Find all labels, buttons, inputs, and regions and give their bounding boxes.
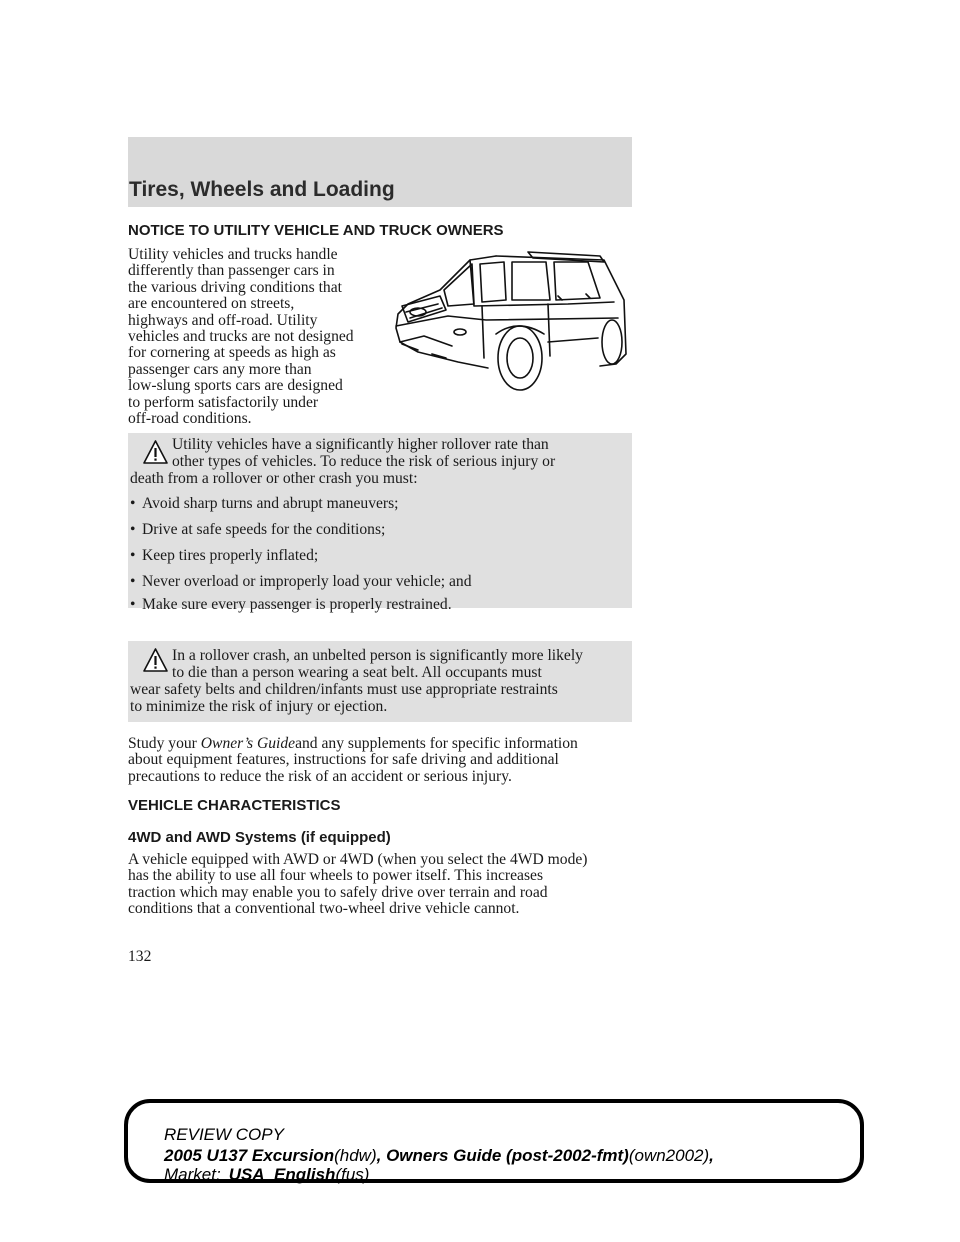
awd-line: has the ability to use all four wheels to power itself. This increases — [128, 867, 544, 885]
bullet-text: Avoid sharp turns and abrupt maneuvers; — [142, 495, 399, 512]
bullet-item — [130, 521, 385, 539]
bullet-item — [130, 573, 472, 591]
bullet-item — [130, 495, 399, 513]
subheading-4wd-awd: 4WD and AWD Systems (if equipped) — [128, 829, 391, 846]
warning-line: to die than a person wearing a seat belt. All occupants must — [172, 664, 542, 681]
review-doc-line — [164, 1146, 714, 1166]
bullet-dot: • — [130, 521, 136, 538]
section-heading-utility-owners: NOTICE TO UTILITY VEHICLE AND TRUCK OWNERS — [128, 222, 504, 239]
page-title: Tires, Wheels and Loading — [129, 178, 395, 201]
awd-paragraph — [128, 852, 638, 918]
page-number: 132 — [128, 948, 152, 965]
review-model: 2005 U137 Excursion — [164, 1146, 335, 1165]
bullet-text: Never overload or improperly load your vehicle; and — [142, 573, 472, 590]
review-market: USA_English — [228, 1165, 336, 1184]
intro-paragraph — [128, 247, 378, 427]
bullet-text: Drive at safe speeds for the conditions; — [142, 521, 386, 538]
review-market-line — [164, 1165, 369, 1185]
bullet-dot: • — [130, 573, 136, 590]
intro-line: differently than passenger cars in — [128, 262, 335, 280]
bullet-item — [130, 547, 318, 565]
study-rest: and any supplements for specific information — [295, 735, 578, 752]
intro-line: for cornering at speeds as high as — [128, 344, 336, 362]
warning-triangle-icon — [142, 647, 169, 673]
intro-line: highways and off-road. Utility — [128, 311, 318, 329]
intro-line: Utility vehicles and trucks handle — [128, 246, 338, 263]
bullet-text: Keep tires properly inflated; — [142, 547, 319, 564]
review-market-label: Market: — [164, 1165, 221, 1184]
review-copy-label: REVIEW COPY — [164, 1125, 284, 1144]
warning-line: wear safety belts and children/infants must use appropriate restraints — [130, 681, 558, 698]
intro-line: low-slung sports cars are designed — [128, 377, 343, 395]
review-guide: , Owners Guide (post-2002-fmt) — [376, 1146, 629, 1165]
bullet-text: Make sure every passenger is properly restrained. — [142, 596, 452, 613]
intro-line: vehicles and trucks are not designed — [128, 328, 354, 346]
intro-line: passenger cars any more than — [128, 360, 312, 378]
review-code: (hdw) — [334, 1146, 377, 1165]
bullet-item — [130, 596, 452, 614]
intro-line: the various driving conditions that — [128, 278, 342, 296]
warning-line: to minimize the risk of injury or ejection. — [130, 698, 388, 715]
intro-line: off-road conditions. — [128, 410, 252, 428]
section-heading-vehicle-characteristics: VEHICLE CHARACTERISTICS — [128, 797, 341, 814]
awd-line: A vehicle equipped with AWD or 4WD (when you select the 4WD mode) — [128, 851, 588, 868]
study-line: about equipment features, instructions for safe driving and additional — [128, 751, 559, 769]
seatbelt-warning-box — [128, 641, 632, 722]
owners-guide-title: Owner’s Guide — [200, 735, 296, 752]
study-paragraph — [128, 736, 638, 785]
review-comma: , — [709, 1146, 714, 1165]
rollover-warning-box — [128, 433, 632, 613]
bullet-dot: • — [130, 495, 136, 512]
suv-illustration — [388, 246, 632, 398]
warning-line: Utility vehicles have a significantly higher rollover rate than — [172, 436, 549, 453]
warning-line: other types of vehicles. To reduce the risk of serious injury or — [172, 453, 556, 470]
study-line: precautions to reduce the risk of an accident or serious injury. — [128, 767, 512, 785]
warning-line: In a rollover crash, an unbelted person is significantly more likely — [172, 647, 583, 664]
bullet-dot: • — [130, 596, 136, 613]
review-market-code: (fus) — [335, 1165, 370, 1184]
bullet-dot: • — [130, 547, 136, 564]
study-line — [128, 736, 638, 752]
intro-line: to perform satisfactorily under — [128, 393, 319, 411]
awd-line: traction which may enable you to safely drive over terrain and road — [128, 883, 548, 901]
warning-triangle-icon — [142, 439, 169, 465]
study-prefix: Study your — [128, 735, 201, 752]
review-guide-code: (own2002) — [628, 1146, 710, 1165]
intro-line: are encountered on streets, — [128, 295, 295, 313]
awd-line: conditions that a conventional two-wheel drive vehicle cannot. — [128, 900, 520, 918]
warning-line: death from a rollover or other crash you must: — [130, 470, 418, 487]
